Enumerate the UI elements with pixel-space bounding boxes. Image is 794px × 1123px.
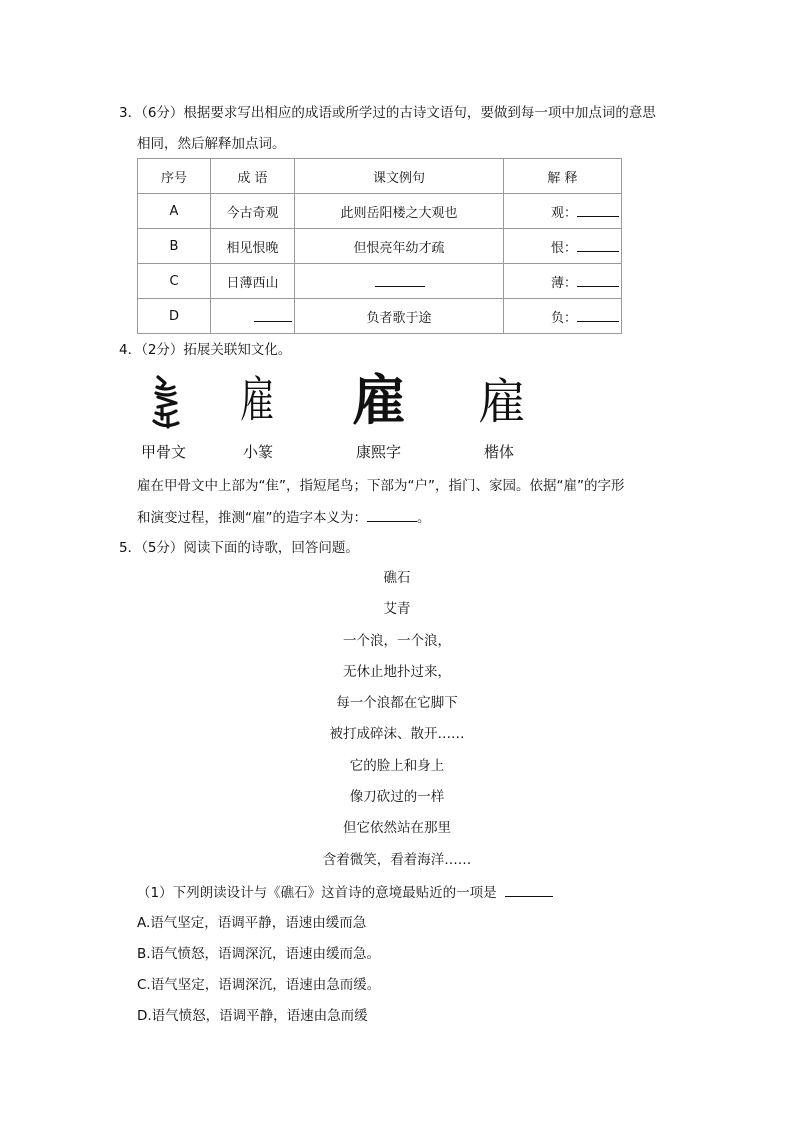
poem-line: 被打成碎沫、散开…… xyxy=(329,726,465,743)
explain-label: 观： xyxy=(550,205,577,221)
row-explain xyxy=(504,264,622,299)
explain-label: 薄： xyxy=(550,275,577,291)
q3-prompt-line1: 3．（6分）根据要求写出相应的成语或所学过的古诗文语句，要做到每一项中加点词的意思 xyxy=(119,105,656,121)
answer-blank[interactable] xyxy=(577,272,619,287)
explain-label: 恨： xyxy=(550,240,577,256)
table-header-cell: 成 语 xyxy=(211,159,295,194)
option-a: A.语气坚定，语调平静，语速由缓而急 xyxy=(137,915,367,931)
answer-blank[interactable] xyxy=(367,507,417,522)
kangxi-glyph: 雇 xyxy=(352,368,406,432)
row-id: D xyxy=(138,299,211,334)
poem xyxy=(0,563,794,876)
table-header-cell: 序号 xyxy=(138,159,211,194)
glyph-label-seal: 小篆 xyxy=(243,443,274,461)
q4-description-line1: 雇在甲骨文中上部为“隹”，指短尾鸟；下部为“户”，指门、家园。依据“雇”的字形 xyxy=(137,478,625,494)
table-header-row xyxy=(138,159,622,194)
row-explain xyxy=(504,299,622,334)
answer-blank[interactable] xyxy=(577,202,619,217)
row-id: A xyxy=(138,194,211,229)
row-example: 但恨亮年幼才疏 xyxy=(295,229,504,264)
oracle-bone-glyph-icon xyxy=(148,373,184,431)
option-c: C.语气坚定，语调深沉，语速由急而缓。 xyxy=(137,977,381,993)
glyph-label-kangxi: 康熙字 xyxy=(356,443,402,461)
option-b: B.语气愤怒，语调深沉，语速由缓而急。 xyxy=(137,946,381,962)
row-id: B xyxy=(138,229,211,264)
answer-blank[interactable] xyxy=(577,237,619,252)
answer-blank[interactable] xyxy=(254,307,292,322)
row-explain xyxy=(504,229,622,264)
table-row xyxy=(138,299,622,334)
poem-line: 一个浪，一个浪， xyxy=(343,632,451,649)
answer-blank[interactable] xyxy=(375,272,425,287)
row-example: 负者歌于途 xyxy=(295,299,504,334)
vocab-table xyxy=(137,158,622,334)
answer-blank[interactable] xyxy=(577,307,619,322)
table-header-cell: 课文例句 xyxy=(295,159,504,194)
poem-line: 含着微笑，看着海洋…… xyxy=(322,851,472,868)
poem-line: 但它依然站在那里 xyxy=(343,820,451,837)
row-example xyxy=(295,264,504,299)
poem-line: 它的脸上和身上 xyxy=(349,757,445,774)
row-idiom: 相见恨晚 xyxy=(211,229,295,264)
poem-line: 无休止地扑过来， xyxy=(343,663,451,680)
table-row xyxy=(138,229,622,264)
q3-prompt-line2: 相同，然后解释加点词。 xyxy=(137,136,286,152)
row-idiom: 今古奇观 xyxy=(211,194,295,229)
q4-title: 4．（2分）拓展关联知文化。 xyxy=(119,342,292,358)
table-row xyxy=(138,264,622,299)
row-idiom: 日薄西山 xyxy=(211,264,295,299)
answer-blank[interactable] xyxy=(505,882,553,897)
row-idiom xyxy=(211,299,295,334)
table-row xyxy=(138,194,622,229)
small-seal-glyph: 雇 xyxy=(240,372,275,428)
glyph-label-oracle: 甲骨文 xyxy=(141,443,187,461)
q5-sub-question-1: （1）下列朗读设计与《礁石》这首诗的意境最贴近的一项是 xyxy=(137,882,553,903)
poem-author: 艾青 xyxy=(383,601,411,618)
option-d: D.语气愤怒，语调平静，语速由急而缓 xyxy=(137,1008,368,1024)
row-example: 此则岳阳楼之大观也 xyxy=(295,194,504,229)
poem-line: 像刀砍过的一样 xyxy=(349,789,445,806)
regular-script-glyph: 雇 xyxy=(478,374,527,430)
q5-title: 5．（5分）阅读下面的诗歌，回答问题。 xyxy=(119,540,359,556)
glyph-label-regular: 楷体 xyxy=(484,443,515,461)
poem-line: 每一个浪都在它脚下 xyxy=(336,695,458,712)
q4-description-line2: 和演变过程，推测“雇”的造字本义为： 。 xyxy=(137,507,431,528)
explain-label: 负： xyxy=(550,310,577,326)
row-explain xyxy=(504,194,622,229)
row-id: C xyxy=(138,264,211,299)
table-header-cell: 解 释 xyxy=(504,159,622,194)
poem-title: 礁石 xyxy=(383,570,411,586)
